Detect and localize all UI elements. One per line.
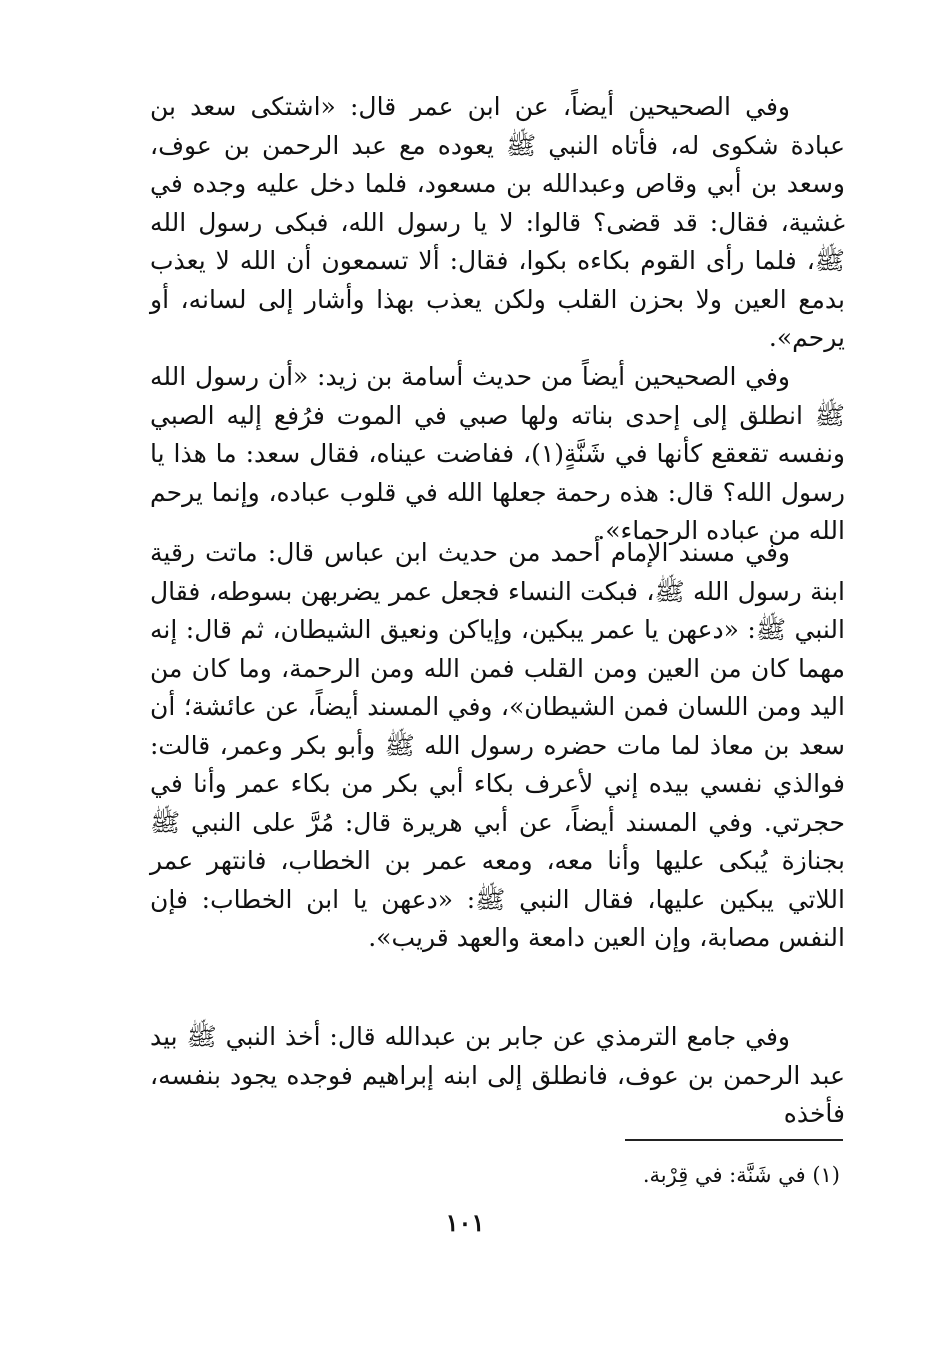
page-number: ١٠١ xyxy=(445,1208,485,1237)
footnote: (١) في شَنَّة: في قِرْبة. xyxy=(642,1163,840,1187)
paragraph-2: وفي الصحيحين أيضاً من حديث أسامة بن زيد: «أن رسول الله ﷺ انطلق إلى إحدى بناته ولها صبي في الموت فرُفع إليه الصبي ونفسه تقعقع كأنها في شَنَّةٍ(١)، ففاضت عيناه، فقال سعد: ما هذا يا رسول الله؟ قال: هذه رحمة جعلها الله في قلوب عباده، وإنما يرحم الله من عباده الرحماء». xyxy=(150,362,846,545)
paragraph-4: وفي جامع الترمذي عن جابر بن عبدالله قال: أخذ النبي ﷺ بيد عبد الرحمن بن عوف، فانطلق إلى ابنه إبراهيم فوجده يجود بنفسه، فأخذه xyxy=(150,1022,845,1128)
footnote-separator xyxy=(625,1139,843,1141)
paragraph-3: وفي مسند الإمام أحمد من حديث ابن عباس قال: ماتت رقية ابنة رسول الله ﷺ، فبكت النساء فجعل عمر يضربهن بسوطه، فقال النبي ﷺ: «دعهن يا عمر يبكين، وإياكن ونعيق الشيطان، ثم قال: إنه مهما كان من العين ومن القلب فمن الله ومن الرحمة، وما كان من اليد ومن اللسان فمن الشيطان»، وفي المسند أيضاً، عن عائشة؛ أن سعد بن معاذ لما مات حضره رسول الله ﷺ وأبو بكر وعمر، قالت: فوالذي نفسي بيده إني لأعرف بكاء أبي بكر من بكاء عمر وأنا في حجرتي. وفي المسند أيضاً، عن أبي هريرة قال: مُرَّ على النبي ﷺ بجنازة يُبكى عليها وأنا معه، ومعه عمر بن الخطاب، فانتهر عمر اللاتي يبكين عليها، فقال النبي ﷺ: «دعهن يا ابن الخطاب: فإن النفس مصابة، وإن العين دامعة والعهد قريب». xyxy=(150,538,845,952)
paragraph-1: وفي الصحيحين أيضاً، عن ابن عمر قال: «اشتكى سعد بن عبادة شكوى له، فأتاه النبي ﷺ يعوده مع عبد الرحمن بن عوف، وسعد بن أبي وقاص وعبدالله بن مسعود، فلما دخل عليه وجده في غشية، فقال: قد قضى؟ قالوا: لا يا رسول الله، فبكى رسول الله ﷺ، فلما رأى القوم بكاءه بكوا، فقال: ألا تسمعون أن الله لا يعذب بدمع العين ولا بحزن القلب ولكن يعذب بهذا وأشار إلى لسانه، أو يرحم». xyxy=(150,92,845,352)
